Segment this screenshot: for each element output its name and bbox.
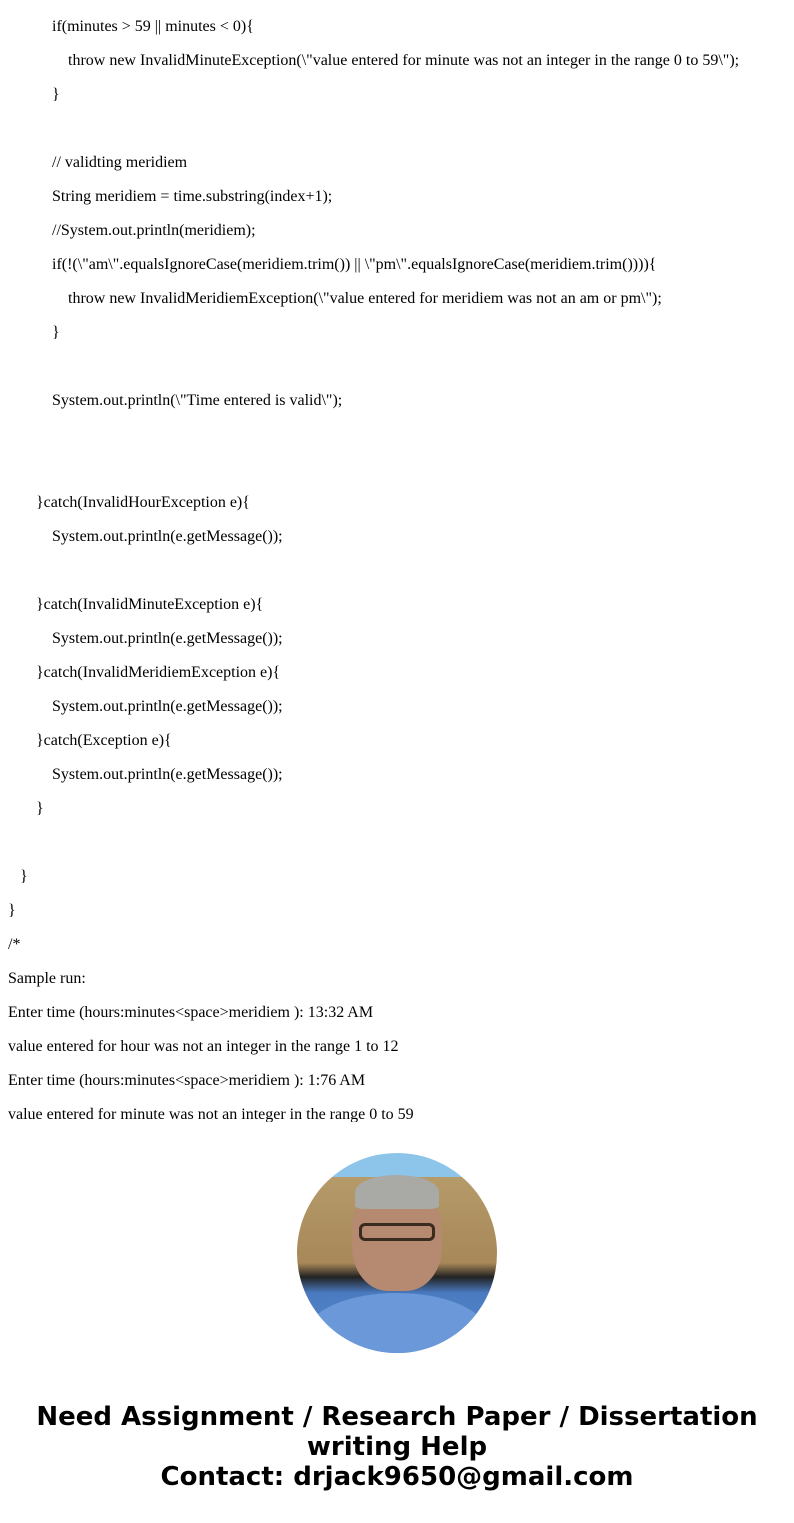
code-line: } — [52, 324, 60, 341]
code-line: } — [20, 868, 28, 885]
code-line: throw new InvalidMeridiemException(\"value entered for meridiem was not an am or pm\"); — [68, 290, 662, 307]
code-line: value entered for hour was not an integer in the range 1 to 12 — [8, 1038, 399, 1055]
author-avatar — [297, 1153, 497, 1353]
contact-banner — [0, 1402, 794, 1492]
code-line: System.out.println(e.getMessage()); — [52, 630, 283, 647]
code-line: if(minutes > 59 || minutes < 0){ — [52, 18, 254, 35]
code-line: System.out.println(e.getMessage()); — [52, 528, 283, 545]
banner-line-2: writing Help — [306, 1432, 488, 1462]
code-line: // validting meridiem — [52, 154, 188, 171]
code-line: /* — [8, 936, 21, 953]
code-line: System.out.println(\"Time entered is valid\"); — [52, 392, 343, 409]
code-line: Enter time (hours:minutes<space>meridiem ): 1:76 AM — [8, 1072, 366, 1089]
avatar-hair — [355, 1175, 439, 1209]
banner-line-1: Need Assignment / Research Paper / Dissertation — [36, 1402, 758, 1432]
code-line: String meridiem = time.substring(index+1); — [52, 188, 333, 205]
code-line: }catch(Exception e){ — [36, 732, 172, 749]
code-line: Enter time (hours:minutes<space>meridiem ): 13:32 AM — [8, 1004, 374, 1021]
code-line: value entered for minute was not an integer in the range 0 to 59 — [8, 1106, 414, 1122]
code-line: System.out.println(e.getMessage()); — [52, 698, 283, 715]
code-line: } — [8, 902, 16, 919]
avatar-glasses — [359, 1223, 435, 1241]
code-line: Sample run: — [8, 970, 86, 987]
code-line: } — [36, 800, 44, 817]
code-line: }catch(InvalidMeridiemException e){ — [36, 664, 281, 681]
code-line: }catch(InvalidHourException e){ — [36, 494, 250, 511]
avatar-shirt — [307, 1293, 487, 1353]
code-line: System.out.println(e.getMessage()); — [52, 766, 283, 783]
code-line: if(!(\"am\".equalsIgnoreCase(meridiem.trim()) || \"pm\".equalsIgnoreCase(meridiem.trim()))){ — [52, 256, 657, 273]
code-line: throw new InvalidMinuteException(\"value entered for minute was not an integer in the range 0 to 59\"); — [68, 52, 740, 69]
code-line: //System.out.println(meridiem); — [52, 222, 256, 239]
code-line: }catch(InvalidMinuteException e){ — [36, 596, 264, 613]
code-line: } — [52, 86, 60, 103]
banner-contact-line: Contact: drjack9650@gmail.com — [160, 1462, 634, 1492]
